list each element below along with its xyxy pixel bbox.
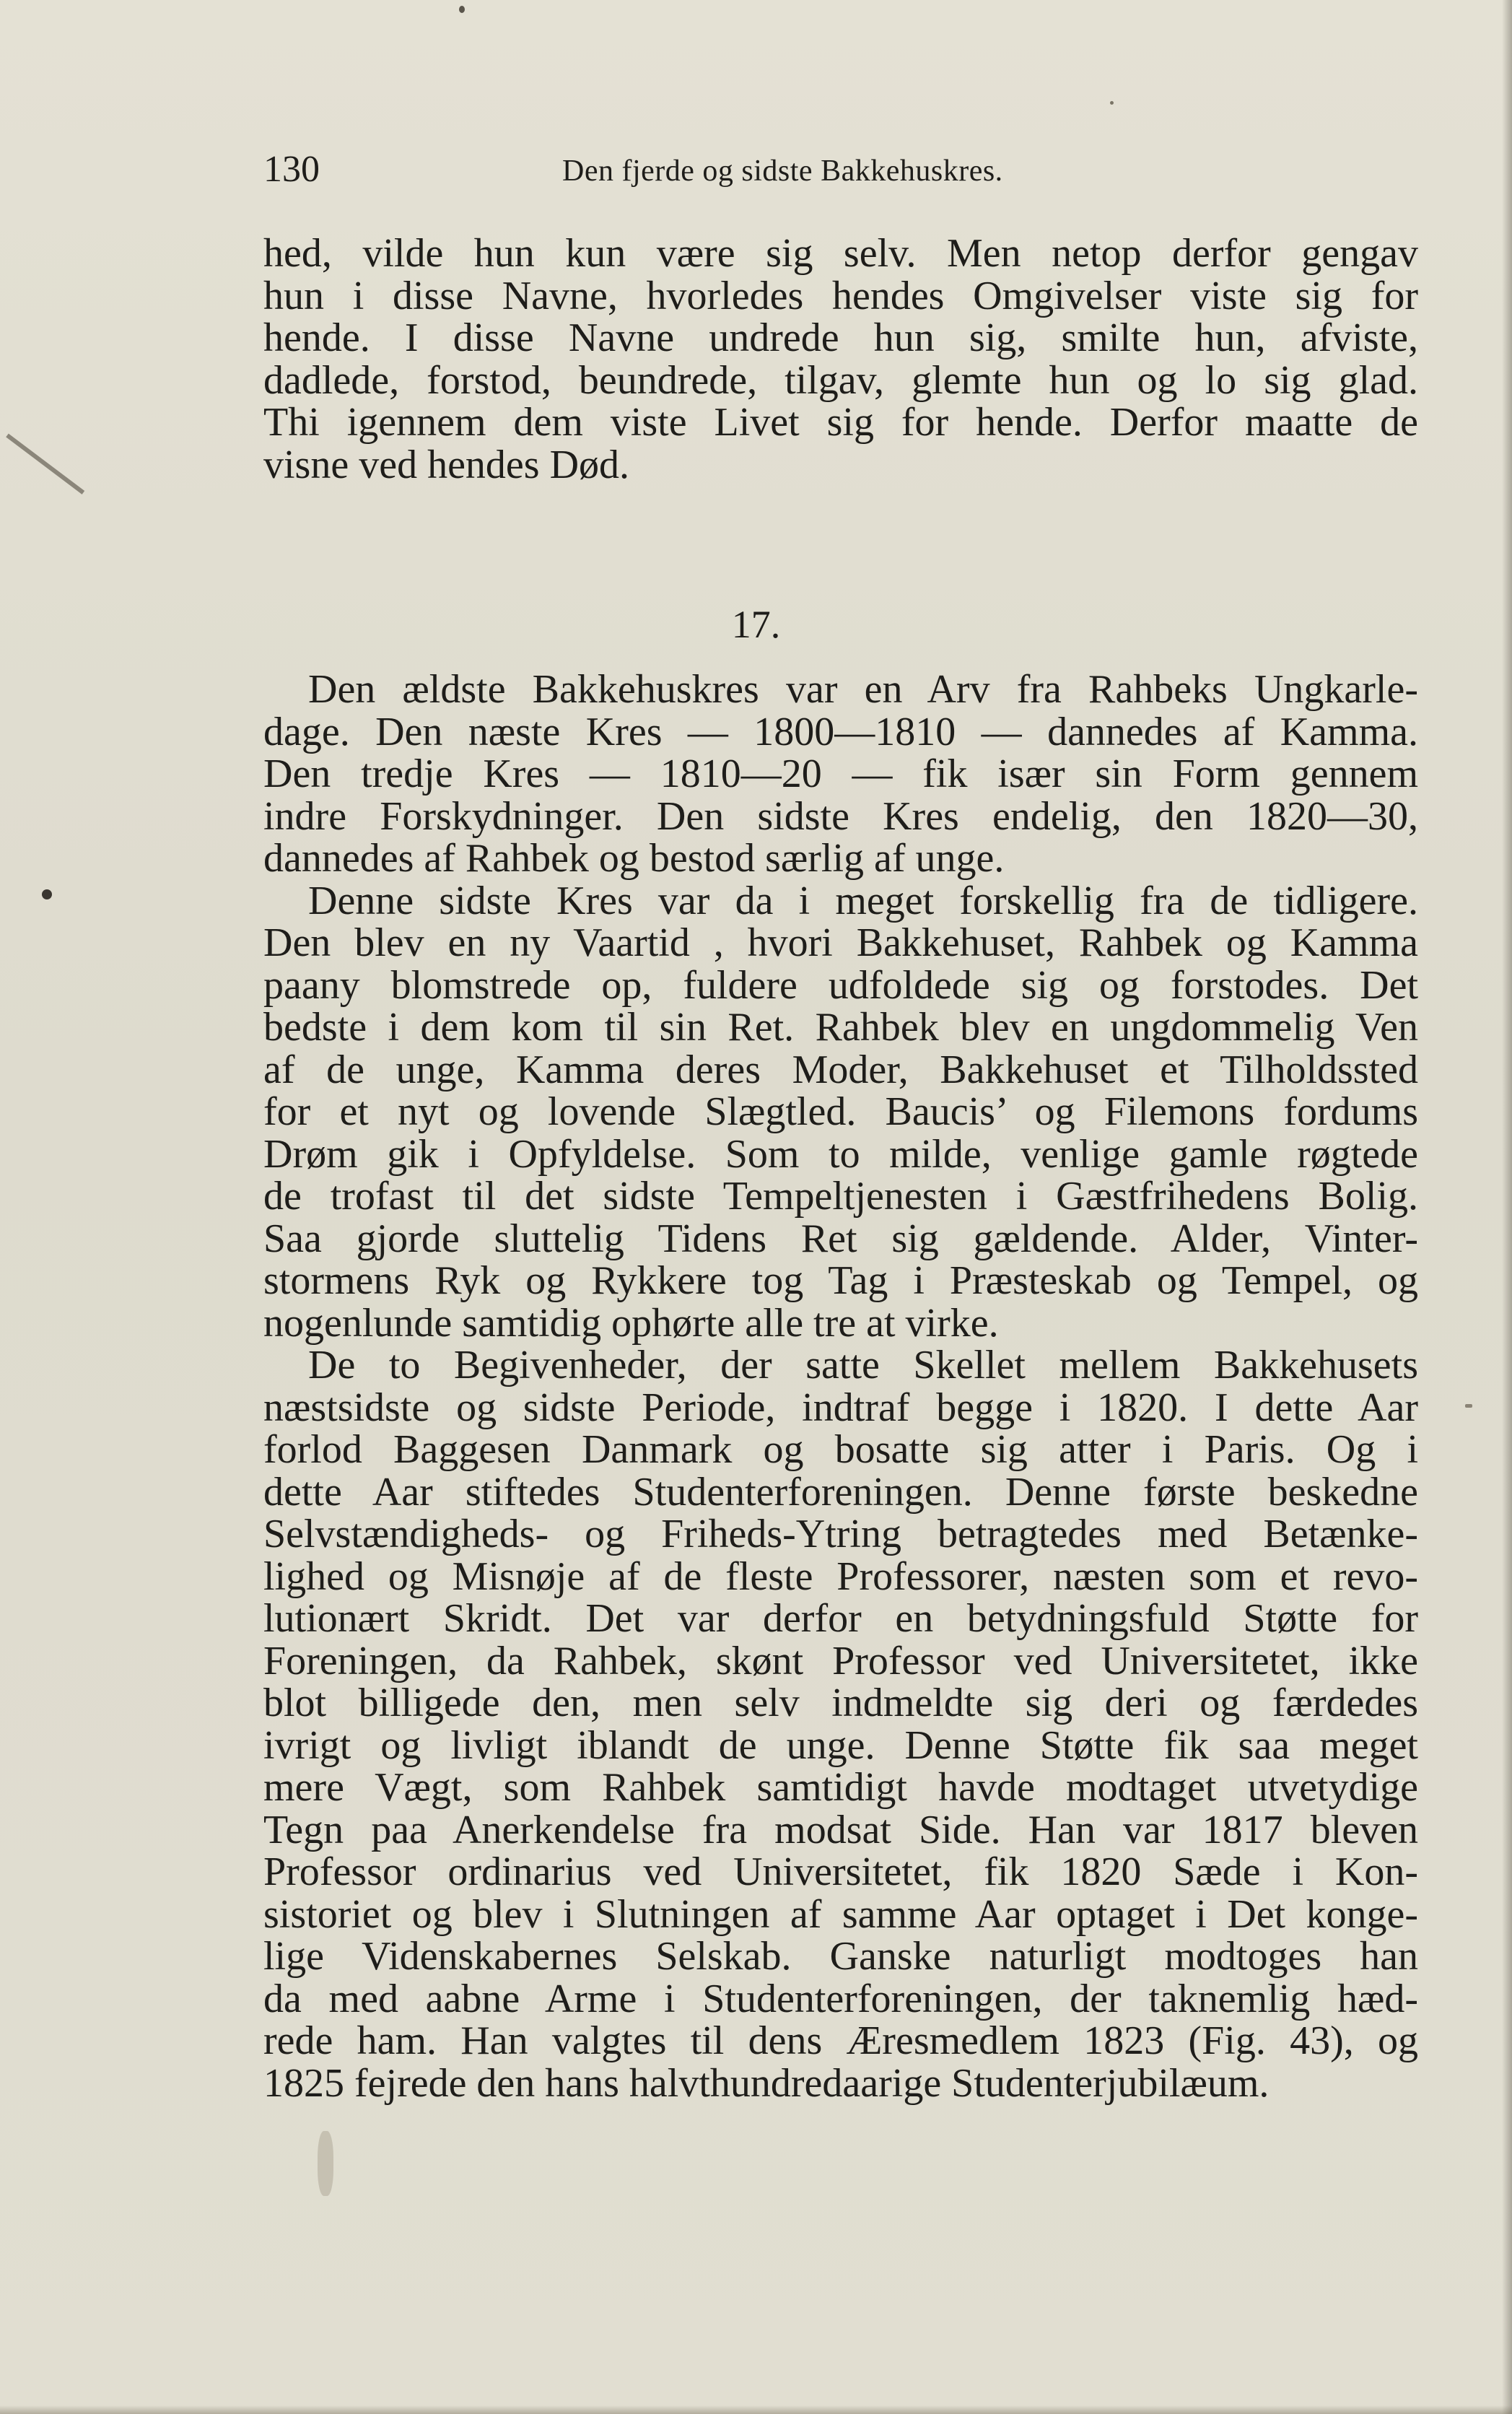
running-title: Den fjerde og sidste Bakkehuskres. [562,154,1003,188]
text-line: nogenlunde samtidig ophørte alle tre at virke. [263,1300,999,1346]
text-line: Den blev en ny Vaartid , hvori Bakkehuset, Rahbek og Kamma [263,920,1418,965]
text-line: lighed og Misnøje af de fleste Professorer, næsten som et revo- [263,1554,1418,1599]
text-line: Professor ordinarius ved Universitetet, fik 1820 Sæde i Kon- [263,1849,1418,1894]
text-line: Thi igennem dem viste Livet sig for hende. Derfor maatte de [263,400,1418,445]
page-number: 130 [263,149,320,190]
text-line: stormens Ryk og Rykkere tog Tag i Præsteskab og Tempel, og [263,1258,1418,1303]
text-line: blot billigede den, men selv indmeldte sig deri og færdedes [263,1681,1418,1725]
text-line: forlod Baggesen Danmark og bosatte sig atter i Paris. Og i [263,1427,1418,1472]
text-line: hende. I disse Navne undrede hun sig, smilte hun, afviste, [263,315,1418,360]
text-line: paany blomstrede op, fuldere udfoldede sig og forstodes. Det [263,962,1418,1008]
ink-speck [459,6,465,13]
text-line: lutionært Skridt. Det var derfor en betydningsfuld Støtte for [263,1596,1418,1641]
paragraph-first-line: De to Begivenheder, der satte Skellet mellem Bakkehusets [308,1343,1418,1387]
text-line: da med aabne Arme i Studenterforeningen, der taknemlig hæd- [263,1976,1418,2021]
ink-speck [1110,101,1114,105]
text-line: Drøm gik i Opfyldelse. Som to milde, venlige gamle røgtede [263,1131,1418,1177]
ink-speck [42,889,52,899]
text-line: Tegn paa Anerkendelse fra modsat Side. Han var 1817 bleven [263,1807,1418,1852]
running-head [263,148,1108,191]
text-line: dage. Den næste Kres — 1800—1810 — dannedes af Kamma. [263,709,1418,754]
text-line: dadlede, forstod, beundrede, tilgav, glemte hun og lo sig glad. [263,357,1418,403]
paragraph-first-line: Den ældste Bakkehuskres var en Arv fra Rahbeks Ungkarle- [308,667,1418,712]
text-line: rede ham. Han valgtes til dens Æresmedlem 1823 (Fig. 43), og [263,2018,1418,2063]
text-line: Den tredje Kres — 1810—20 — fik især sin Form gennem [263,751,1418,796]
ink-speck [1465,1404,1472,1408]
text-line: hun i disse Navne, hvorledes hendes Omgivelser viste sig for [263,273,1418,318]
opening-paragraph [263,232,1418,486]
text-line: Selvstændigheds- og Friheds-Ytring betragtedes med Betænke- [263,1512,1418,1556]
text-line: mere Vægt, som Rahbek samtidigt havde modtaget utvetydige [263,1765,1418,1810]
text-line: Saa gjorde sluttelig Tidens Ret sig gældende. Alder, Vinter- [263,1216,1418,1261]
text-line: for et nyt og lovende Slægtled. Baucis’ og Filemons fordums [263,1089,1418,1134]
section-body [263,668,1418,2104]
text-line: de trofast til det sidste Tempeltjenesten i Gæstfrihedens Bolig. [263,1174,1418,1219]
text-line: ivrigt og livligt iblandt de unge. Denne Støtte fik saa meget [263,1722,1418,1768]
text-line: dannedes af Rahbek og bestod særlig af unge. [263,836,1005,881]
text-line: dette Aar stiftedes Studenterforeningen. Denne første beskedne [263,1469,1418,1515]
section-number: 17. [731,603,781,646]
paragraph-first-line: Denne sidste Kres var da i meget forskellig fra de tidligere. [308,878,1418,923]
text-line: indre Forskydninger. Den sidste Kres endelig, den 1820—30, [263,793,1418,839]
text-line: visne ved hendes Død. [263,442,630,487]
paper-smudge [318,2131,333,2196]
text-line: af de unge, Kamma deres Moder, Bakkehuset et Tilholdssted [263,1047,1418,1092]
text-line: Foreningen, da Rahbek, skønt Professor ved Universitetet, ikke [263,1638,1418,1683]
text-line: 1825 fejrede den hans halvthundredaarige Studenterjubilæum. [263,2060,1270,2106]
text-line: sistoriet og blev i Slutningen af samme Aar optaget i Det konge- [263,1891,1418,1937]
page-bottom-edge [0,2405,1512,2414]
margin-scratch [6,434,84,494]
page-edge-shadow [1502,0,1512,2414]
text-line: næstsidste og sidste Periode, indtraf begge i 1820. I dette Aar [263,1385,1418,1430]
text-line: hed, vilde hun kun være sig selv. Men netop derfor gengav [263,231,1418,276]
text-line: lige Videnskabernes Selskab. Ganske naturligt modtoges han [263,1934,1418,1979]
text-line: bedste i dem kom til sin Ret. Rahbek blev en ungdommelig Ven [263,1005,1418,1050]
